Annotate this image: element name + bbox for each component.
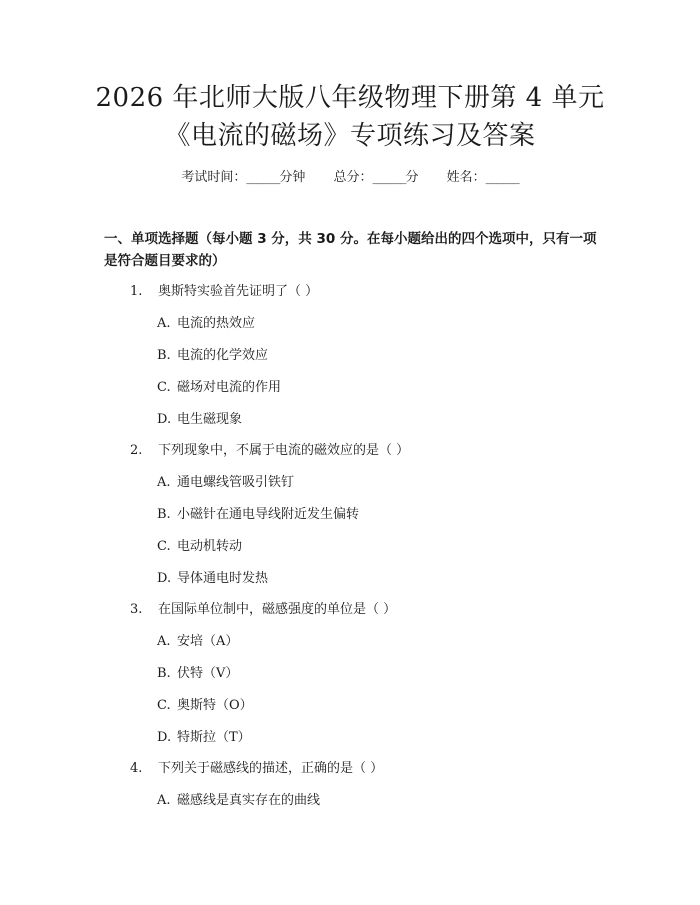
- option-letter: D.: [157, 571, 172, 586]
- option-letter: A.: [157, 316, 171, 331]
- student-name-field: [447, 170, 519, 185]
- total-score-field: [333, 170, 422, 185]
- question-number: 1.: [130, 284, 143, 299]
- question-2-option-c: [157, 537, 242, 557]
- question-2-option-d: [157, 569, 268, 589]
- option-letter: A.: [157, 475, 171, 490]
- question-3-option-d: [157, 728, 251, 748]
- question-2-stem: [130, 441, 409, 461]
- option-text: 特斯拉（T）: [177, 730, 251, 745]
- option-text: 小磁针在通电导线附近发生偏转: [177, 507, 360, 522]
- option-letter: D.: [157, 730, 172, 745]
- question-number: 2.: [130, 443, 143, 458]
- option-letter: C.: [157, 698, 171, 713]
- option-text: 磁感线是真实存在的曲线: [177, 793, 321, 808]
- question-2-option-a: [157, 473, 294, 493]
- question-2-option-b: [157, 505, 359, 525]
- option-letter: D.: [157, 412, 172, 427]
- section-heading: [104, 228, 604, 272]
- exam-time-label: 考试时间：: [181, 170, 247, 185]
- option-text: 电流的热效应: [177, 316, 256, 331]
- student-name-label: 姓名：: [446, 170, 486, 185]
- question-4-option-a: [157, 791, 320, 811]
- question-1-option-c: [157, 378, 281, 398]
- option-letter: C.: [157, 380, 171, 395]
- question-text: 下列现象中，不属于电流的磁效应的是（ ）: [158, 443, 410, 458]
- option-letter: A.: [157, 634, 171, 649]
- question-text: 下列关于磁感线的描述，正确的是（ ）: [158, 761, 384, 776]
- question-3-option-a: [157, 632, 238, 652]
- option-text: 磁场对电流的作用: [177, 380, 282, 395]
- question-3-option-b: [157, 664, 238, 684]
- question-1-option-b: [157, 346, 268, 366]
- option-text: 电流的化学效应: [177, 348, 269, 363]
- option-letter: B.: [157, 348, 171, 363]
- option-text: 通电螺线管吸引铁钉: [177, 475, 295, 490]
- exam-info-bar: [0, 168, 700, 188]
- document-title-line-2: 《电流的磁场》专项练习及答案: [164, 121, 536, 151]
- question-1-option-d: [157, 410, 242, 430]
- question-number: 4.: [130, 761, 143, 776]
- question-text: 在国际单位制中，磁感强度的单位是（ ）: [158, 602, 397, 617]
- question-1-stem: [130, 282, 318, 302]
- question-3-option-c: [157, 696, 253, 716]
- student-name-blank: ______: [485, 170, 519, 185]
- section-heading-line-1: 一、单项选择题（每小题 3 分，共 30 分。在每小题给出的四个选项中，只有一项: [104, 231, 597, 247]
- option-text: 电生磁现象: [177, 412, 243, 427]
- option-text: 奥斯特（O）: [177, 698, 253, 713]
- option-text: 电动机转动: [177, 539, 243, 554]
- section-heading-line-2: 是符合题目要求的）: [104, 253, 226, 269]
- option-text: 安培（A）: [177, 634, 239, 649]
- exam-time-unit: 分钟: [279, 170, 306, 185]
- question-text: 奥斯特实验首先证明了（ ）: [158, 284, 319, 299]
- question-1-option-a: [157, 314, 255, 334]
- document-title-line-1: 2026 年北师大版八年级物理下册第 4 单元: [95, 83, 605, 113]
- exam-time-blank: ______: [246, 170, 280, 185]
- question-4-stem: [130, 759, 383, 779]
- question-number: 3.: [130, 602, 143, 617]
- option-text: 伏特（V）: [177, 666, 239, 681]
- question-3-stem: [130, 600, 396, 620]
- option-letter: A.: [157, 793, 171, 808]
- exam-time-field: [181, 170, 309, 185]
- option-letter: C.: [157, 539, 171, 554]
- option-letter: B.: [157, 666, 171, 681]
- total-score-unit: 分: [405, 170, 419, 185]
- total-score-blank: ______: [372, 170, 406, 185]
- option-letter: B.: [157, 507, 171, 522]
- option-text: 导体通电时发热: [177, 571, 269, 586]
- total-score-label: 总分：: [333, 170, 373, 185]
